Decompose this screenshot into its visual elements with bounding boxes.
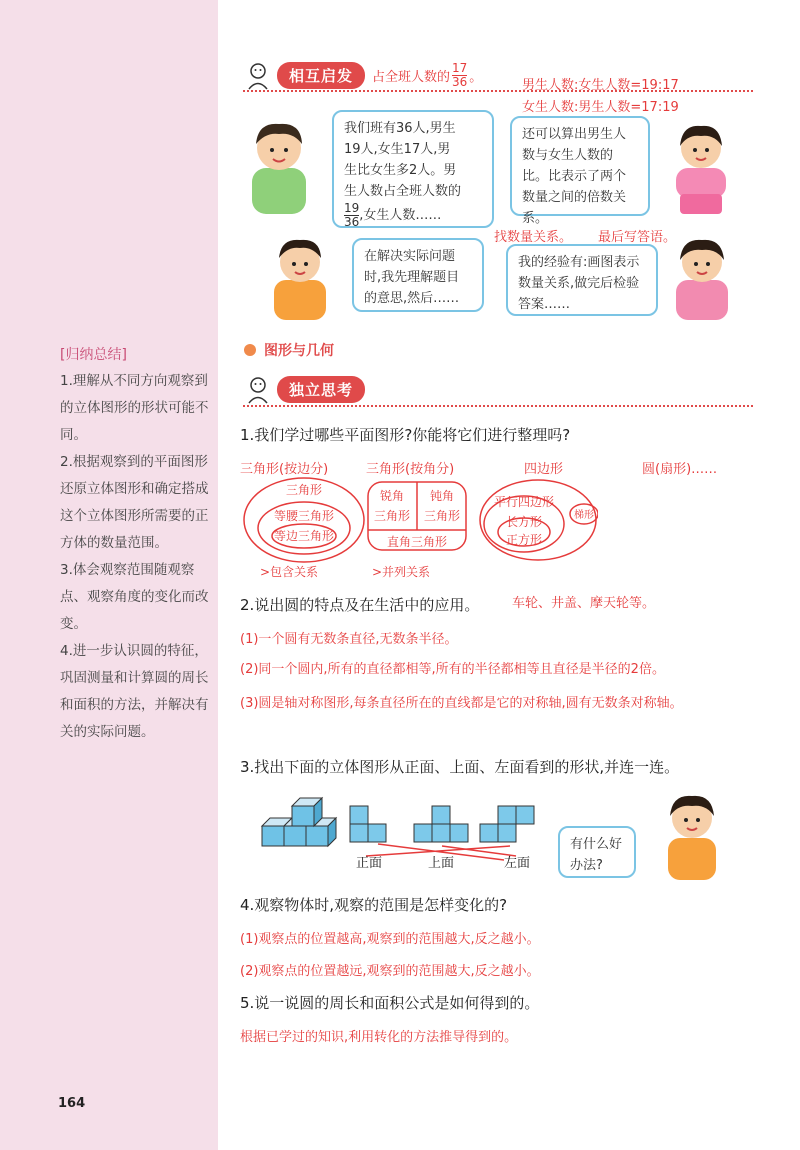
- banner-independent-thinking: [243, 374, 365, 404]
- banner-title: 相互启发: [277, 62, 365, 89]
- q2-answer-1: (1)一个圆有无数条直径,无数条半径。: [240, 632, 458, 647]
- header-circle: 圆(扇形)……: [642, 462, 718, 477]
- label-triangle: 三角形: [285, 483, 323, 497]
- q5-answer: 根据已学过的知识,利用转化的方法推导得到的。: [240, 1030, 518, 1045]
- q2-note: 车轮、井盖、摩天轮等。: [512, 596, 656, 611]
- note-find-relation: 找数量关系。: [494, 230, 573, 245]
- thinker-icon: [243, 60, 273, 90]
- label-acute-tri: 三角形: [373, 509, 411, 523]
- speech-bubble-ratio: 还可以算出男生人数与女生人数的比。比表示了两个数量之间的倍数关系。: [510, 116, 650, 216]
- page-number: 164: [58, 1096, 86, 1111]
- label-front: 正面: [356, 856, 383, 871]
- header-quad: 四边形: [524, 462, 564, 477]
- summary-item: 2.根据观察到的平面图形还原立体图形和确定搭成这个立体图形所需要的正方体的数量范围。: [60, 454, 209, 551]
- q4-answer-2: (2)观察点的位置越远,观察到的范围越大,反之越小。: [240, 964, 540, 979]
- label-parallelogram: 平行四边形: [493, 495, 555, 509]
- label-obtuse: 钝角: [429, 489, 455, 503]
- header-tri-side: 三角形(按边分): [240, 462, 329, 477]
- banner-title: 独立思考: [277, 376, 365, 403]
- fraction: [344, 202, 359, 229]
- cube-stack: [262, 798, 336, 846]
- q2-answer-2: (2)同一个圆内,所有的直径都相等,所有的半径都相等且直径是半径的2倍。: [240, 662, 665, 677]
- bullet-icon: [244, 344, 256, 356]
- girl-figure-3: [654, 784, 730, 880]
- boy-figure-1: [238, 112, 320, 214]
- label-obtuse-tri: 三角形: [423, 509, 461, 523]
- speech-bubble-class-stats: [332, 110, 494, 228]
- question-2: 2.说出圆的特点及在生活中的应用。: [240, 596, 480, 614]
- numerator: 19: [344, 201, 360, 215]
- question-1: 1.我们学过哪些平面图形?你能将它们进行整理吗?: [240, 426, 571, 444]
- note-fraction: [372, 62, 482, 89]
- question-5: 5.说一说圆的周长和面积公式是如何得到的。: [240, 994, 540, 1012]
- bubble-fraction-line: [344, 202, 482, 229]
- label-left: 左面: [504, 856, 531, 871]
- question-3: 3.找出下面的立体图形从正面、上面、左面看到的形状,并连一连。: [240, 758, 680, 776]
- label-isosceles: 等腰三角形: [273, 509, 335, 523]
- speech-bubble-solve: 在解决实际问题时,我先理解题目的意思,然后……: [352, 238, 484, 312]
- speech-bubble-experience: 我的经验有:画图表示数量关系,做完后检验答案……: [506, 244, 658, 316]
- view-shape-2: [414, 806, 468, 842]
- label-square: 正方形: [505, 533, 543, 547]
- shape-classification-diagram: [238, 474, 598, 582]
- thinker-icon: [243, 374, 273, 404]
- summary-title: [归纳总结]: [60, 347, 127, 363]
- summary-item: 4.进一步认识圆的特征，巩固测量和计算圆的周长和面积的方法，并解决有关的实际问题。: [60, 643, 209, 740]
- view-shape-1: [350, 806, 386, 842]
- label-right-tri: 直角三角形: [386, 535, 448, 549]
- q2-answer-3: (3)圆是轴对称图形,每条直径所在的直线都是它的对称轴,圆有无数条对称轴。: [240, 696, 683, 711]
- bubble-tail-text: ,女生人数……: [359, 208, 442, 223]
- numerator: 17: [452, 61, 468, 75]
- summary-item: 3.体会观察范围随观察点、观察角度的变化而改变。: [60, 562, 209, 632]
- label-trapezoid: 梯形: [574, 510, 594, 521]
- note-tail: 。: [469, 70, 483, 85]
- q4-answer-1: (1)观察点的位置越高,观察到的范围越大,反之越小。: [240, 932, 540, 947]
- girl-figure-1: [660, 112, 742, 214]
- bubble-line: 19人,女生17人,男: [344, 142, 451, 157]
- label-top: 上面: [428, 856, 455, 871]
- note-text: 占全班人数的: [372, 70, 451, 85]
- label-parallel-relation: >并列关系: [372, 565, 431, 579]
- denominator: 36: [344, 215, 360, 229]
- note-write-answer: 最后写答语。: [598, 230, 677, 245]
- label-equilateral: 等边三角形: [273, 529, 335, 543]
- header-tri-angle: 三角形(按角分): [366, 462, 455, 477]
- speech-bubble-method: 有什么好办法?: [558, 826, 636, 878]
- ratio-boys-girls: 男生人数:女生人数=19:17: [522, 78, 679, 93]
- section-heading: [244, 340, 334, 360]
- label-rectangle: 长方形: [505, 515, 543, 529]
- view-shape-3: [480, 806, 534, 842]
- bubble-line: 生人数占全班人数的: [344, 184, 462, 199]
- ratio-girls-boys: 女生人数:男生人数=17:19: [522, 100, 679, 115]
- banner-divider: [243, 405, 753, 407]
- boy-figure-2: [262, 228, 338, 320]
- banner-mutual-inspiration: [243, 60, 365, 90]
- section-title: 图形与几何: [264, 343, 334, 359]
- summary-item: 1.理解从不同方向观察到的立体图形的形状可能不同。: [60, 373, 209, 443]
- fraction: [452, 62, 467, 89]
- summary-box: [60, 344, 210, 746]
- bubble-line: 我们班有36人,男生: [344, 121, 456, 136]
- label-inclusion-relation: >包含关系: [260, 565, 319, 579]
- question-4: 4.观察物体时,观察的范围是怎样变化的?: [240, 896, 508, 914]
- label-acute: 锐角: [379, 489, 405, 503]
- bubble-line: 生比女生多2人。男: [344, 163, 457, 178]
- denominator: 36: [452, 75, 468, 89]
